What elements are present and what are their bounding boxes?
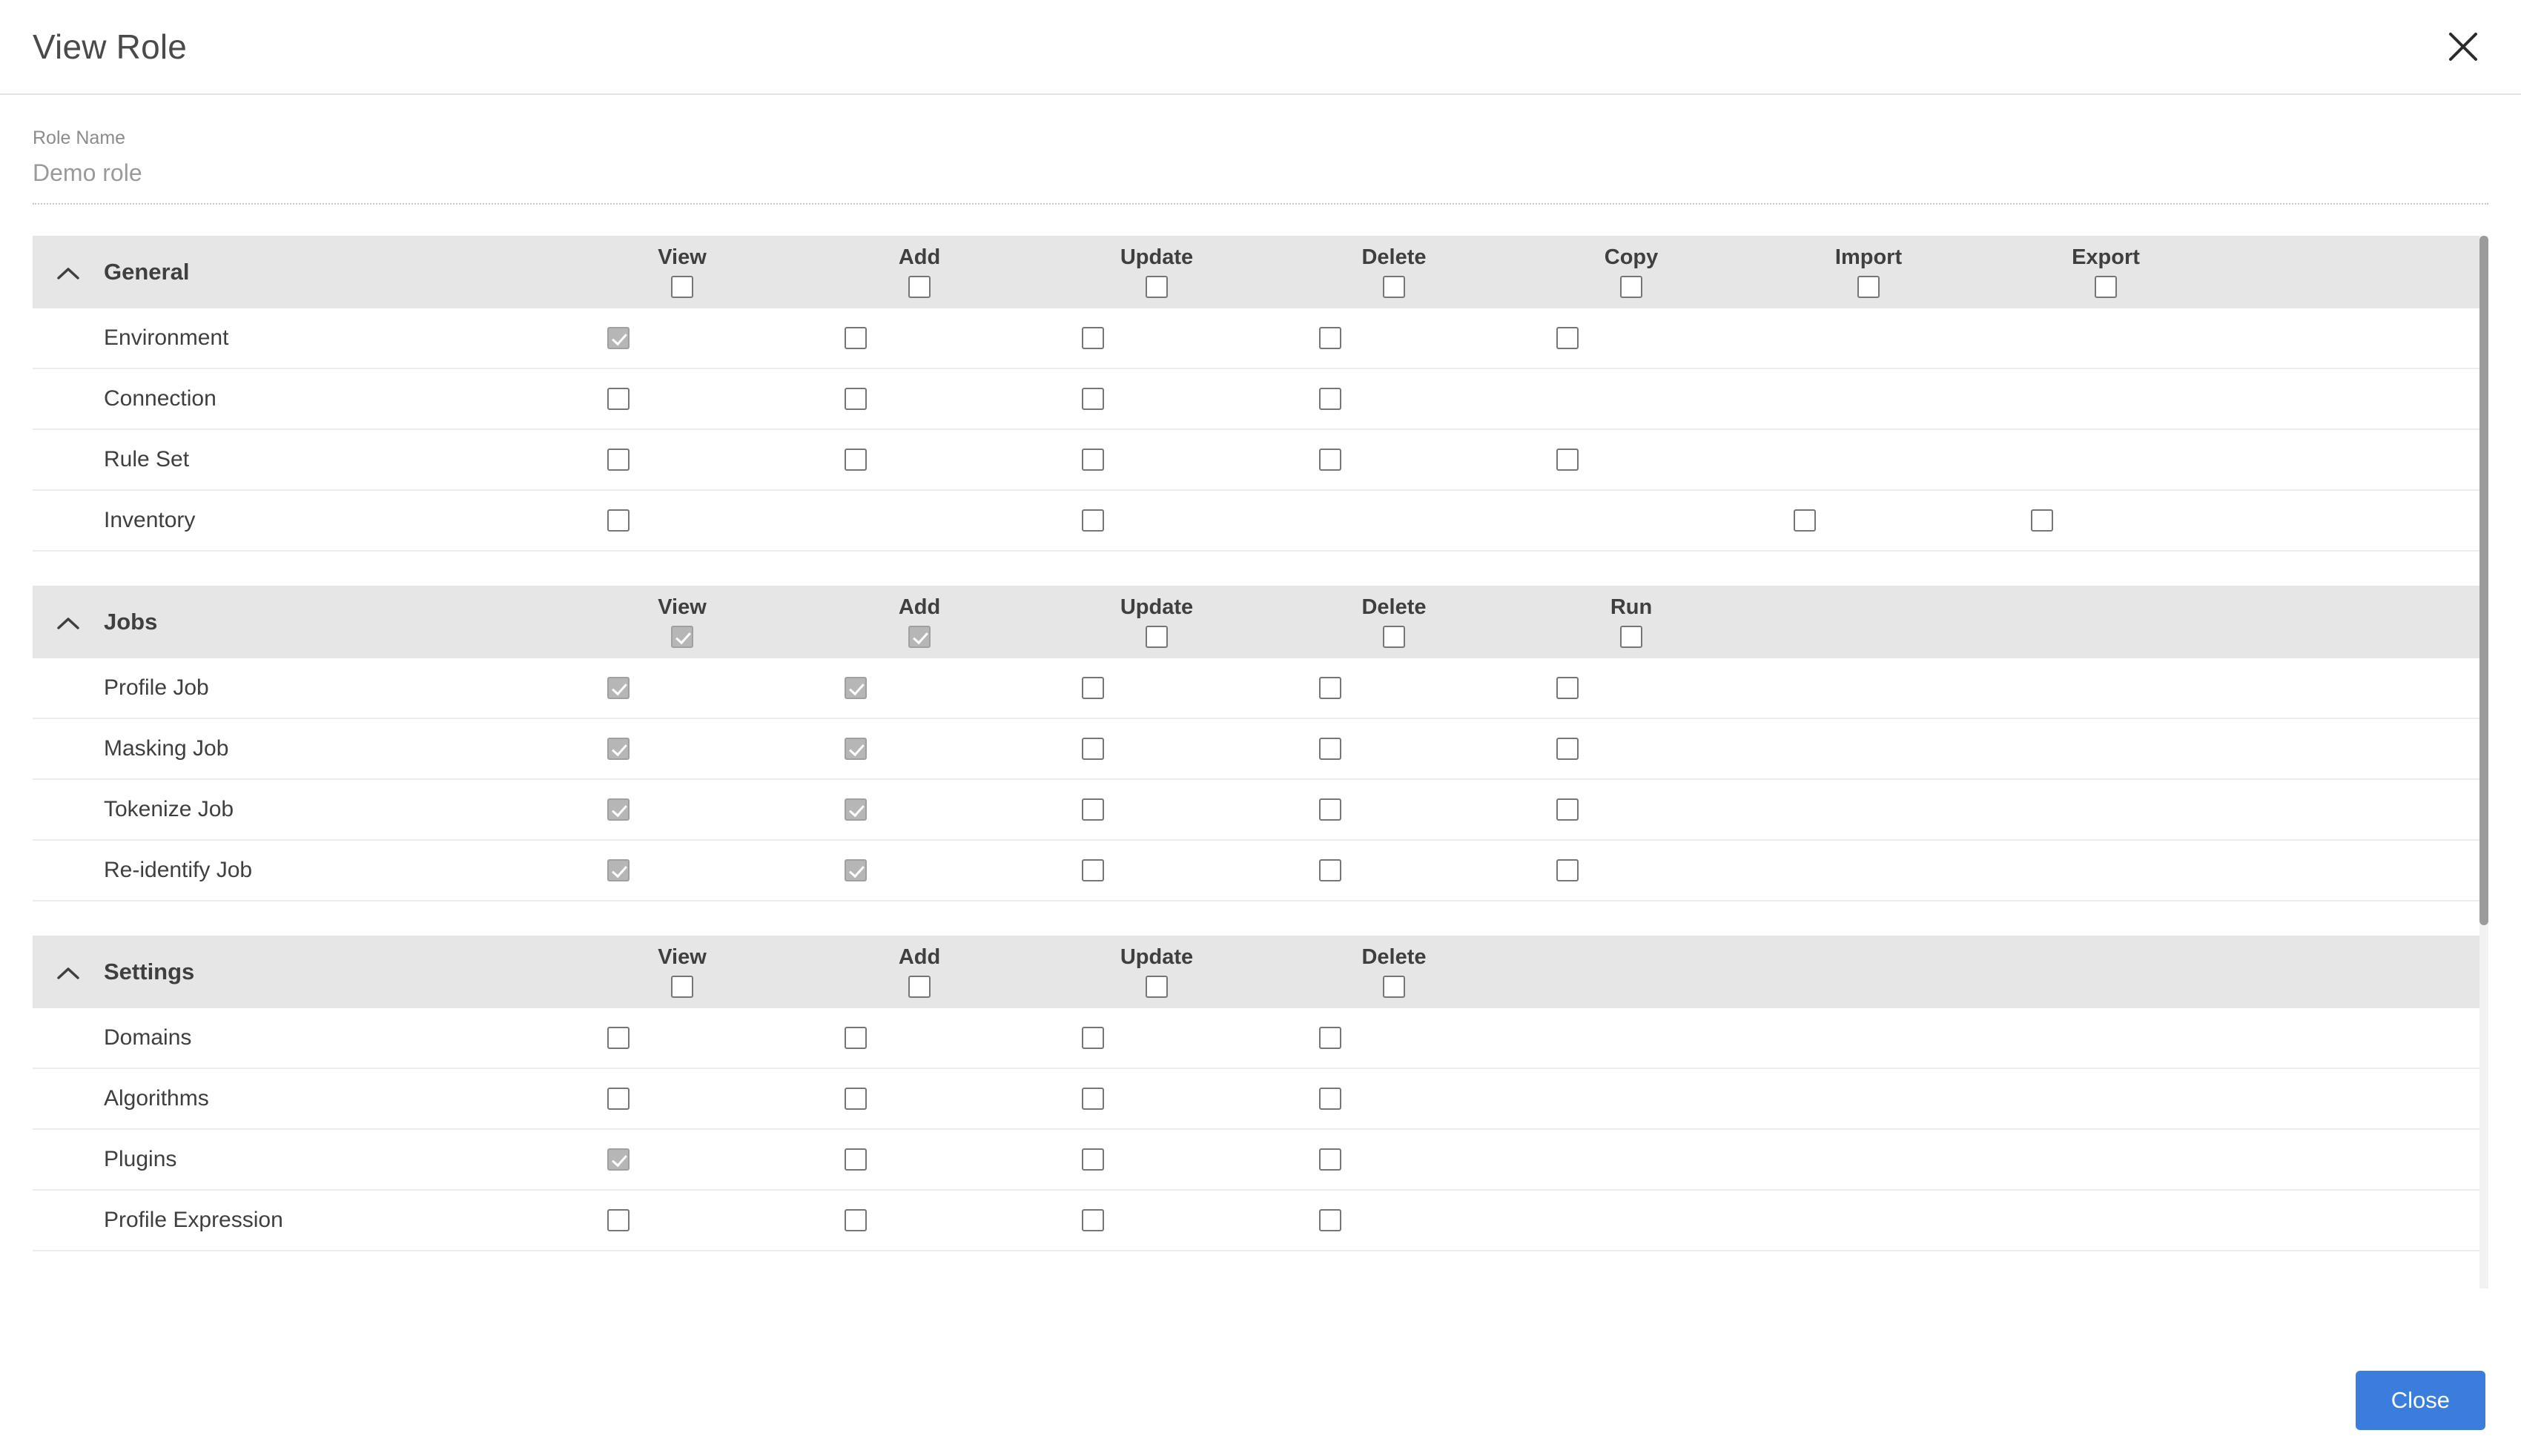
permission-cell [737,780,974,839]
scrollbar-thumb[interactable] [2479,236,2488,925]
page-title: View Role [33,27,188,66]
table-row [33,308,2488,369]
column-header-label: Delete [1361,595,1427,620]
select-all-checkbox[interactable] [671,976,693,998]
permission-checkbox[interactable] [2031,509,2053,532]
row-label: Masking Job [104,736,229,761]
table-row [33,430,2488,491]
permission-checkbox[interactable] [1082,1088,1104,1110]
permission-checkbox[interactable] [607,449,630,471]
permission-checkbox[interactable] [1556,798,1579,821]
permission-checkbox[interactable] [1319,738,1341,760]
column-header-label: View [658,945,707,970]
permission-cell [1212,369,1449,428]
select-all-checkbox[interactable] [1146,276,1168,298]
permission-checkbox[interactable] [1556,677,1579,699]
column-header-label: Delete [1361,245,1427,270]
permission-cell [974,1130,1212,1189]
permission-cell [500,1008,737,1068]
permission-checkbox[interactable] [845,327,867,349]
permission-group [33,236,2488,552]
permission-cell [974,308,1212,368]
group-title: Jobs [104,609,158,635]
select-all-checkbox[interactable] [908,276,931,298]
permission-checkbox[interactable] [1319,1209,1341,1231]
chevron-up-icon[interactable] [33,936,104,1008]
permission-cell [1923,369,2161,428]
column-header [1275,236,1513,308]
permission-cell [500,369,737,428]
column-header [1513,236,1750,308]
permission-checkbox[interactable] [1319,327,1341,349]
column-header-label: Update [1120,945,1194,970]
permission-checkbox[interactable] [1082,388,1104,410]
permission-cell [1686,308,1923,368]
column-header [1275,586,1513,658]
permission-checkbox[interactable] [845,1027,867,1049]
dialog-header [0,0,2521,95]
table-row [33,369,2488,430]
permission-checkbox[interactable] [1082,1027,1104,1049]
select-all-checkbox[interactable] [908,626,931,648]
permission-cell [1923,308,2161,368]
column-header-label: View [658,595,707,620]
permission-checkbox[interactable] [845,798,867,821]
permission-checkbox[interactable] [1082,738,1104,760]
permission-checkbox[interactable] [1082,798,1104,821]
permission-checkbox[interactable] [1319,1148,1341,1171]
permission-cell [974,780,1212,839]
permission-cell [974,1008,1212,1068]
permission-checkbox[interactable] [607,388,630,410]
permission-cell [974,719,1212,778]
permission-checkbox[interactable] [1319,1027,1341,1049]
select-all-checkbox[interactable] [1857,276,1880,298]
permission-checkbox[interactable] [1794,509,1816,532]
permission-cell [737,430,974,489]
permission-cell [1449,491,1686,550]
column-header-label: Update [1120,595,1194,620]
column-header-label: Add [898,245,941,270]
group-header[interactable] [33,236,2488,308]
permission-checkbox[interactable] [845,677,867,699]
column-header-label: Import [1834,245,1903,270]
permission-checkbox[interactable] [845,738,867,760]
row-label: Connection [104,386,217,411]
permission-cell [737,1008,974,1068]
permission-checkbox[interactable] [1082,449,1104,471]
permission-cell [1686,430,1923,489]
permission-cell [974,1069,1212,1128]
permission-checkbox[interactable] [607,509,630,532]
table-row [33,1191,2488,1251]
column-header-label: View [658,245,707,270]
permission-cell [974,1191,1212,1250]
column-header [1275,936,1513,1008]
permission-cell [1212,430,1449,489]
row-label: Environment [104,325,229,350]
role-name-label: Role Name [33,128,126,148]
permission-cell [974,658,1212,718]
permission-cell [1449,780,1686,839]
group-title: General [104,259,190,285]
select-all-checkbox[interactable] [671,626,693,648]
table-row [33,780,2488,841]
column-header [1038,586,1275,658]
permission-checkbox[interactable] [1556,859,1579,881]
permission-cell [500,719,737,778]
permission-cell [1212,780,1449,839]
row-label: Domains [104,1025,192,1050]
permission-cell [500,1191,737,1250]
group-title: Settings [104,959,195,985]
permission-checkbox[interactable] [1319,1088,1341,1110]
permission-checkbox[interactable] [607,859,630,881]
permission-checkbox[interactable] [607,327,630,349]
row-label: Algorithms [104,1086,209,1111]
column-header [801,586,1038,658]
table-row [33,1069,2488,1130]
column-header [801,936,1038,1008]
permission-checkbox[interactable] [1319,449,1341,471]
permission-cell [500,1069,737,1128]
select-all-checkbox[interactable] [1383,276,1405,298]
row-label: Profile Expression [104,1208,283,1232]
permission-checkbox[interactable] [1082,1209,1104,1231]
permission-checkbox[interactable] [607,738,630,760]
table-row [33,1008,2488,1069]
scrollbar-track[interactable] [2479,236,2488,1288]
permission-checkbox[interactable] [1082,1148,1104,1171]
permission-cell [737,369,974,428]
row-label: Inventory [104,508,196,532]
permission-checkbox[interactable] [845,1088,867,1110]
permission-checkbox[interactable] [1319,798,1341,821]
permission-cell [1923,491,2161,550]
permission-checkbox[interactable] [1556,327,1579,349]
table-row [33,841,2488,901]
row-label: Rule Set [104,447,190,471]
permission-checkbox[interactable] [1082,677,1104,699]
column-header [564,236,801,308]
select-all-checkbox[interactable] [1620,626,1642,648]
permission-cell [1923,430,2161,489]
column-header [1038,236,1275,308]
group-header[interactable] [33,586,2488,658]
permission-cell [500,430,737,489]
permission-cell [1212,308,1449,368]
permission-checkbox[interactable] [1082,327,1104,349]
permission-cell [500,1130,737,1189]
column-header-label: Delete [1361,945,1427,970]
column-header [1513,586,1750,658]
select-all-checkbox[interactable] [1383,626,1405,648]
group-spacer [33,901,2488,936]
permission-checkbox[interactable] [607,1027,630,1049]
permission-checkbox[interactable] [1319,859,1341,881]
role-name-value: Demo role [33,159,142,186]
permission-cell [1686,491,1923,550]
select-all-checkbox[interactable] [2095,276,2117,298]
permission-checkbox[interactable] [1319,677,1341,699]
select-all-checkbox[interactable] [1383,976,1405,998]
column-header [1038,936,1275,1008]
column-header-label: Copy [1604,245,1659,270]
select-all-checkbox[interactable] [908,976,931,998]
permission-cell [737,719,974,778]
chevron-up-icon[interactable] [33,236,104,308]
permission-checkbox[interactable] [1319,388,1341,410]
row-label: Re-identify Job [104,858,253,882]
permission-cell [1449,719,1686,778]
permission-cell [974,430,1212,489]
column-header [1987,236,2224,308]
dialog-footer [0,1345,2521,1456]
column-header [564,936,801,1008]
permission-cell [737,308,974,368]
permission-cell [1686,369,1923,428]
table-row [33,1130,2488,1191]
close-icon[interactable] [2439,23,2487,70]
permission-group [33,586,2488,901]
permission-cell [1212,1008,1449,1068]
permission-cell [737,1130,974,1189]
permission-checkbox[interactable] [607,1209,630,1231]
column-header-label: Add [898,945,941,970]
table-row [33,719,2488,780]
permission-cell [1449,430,1686,489]
permission-checkbox[interactable] [607,1148,630,1171]
permission-checkbox[interactable] [607,677,630,699]
row-label: Profile Job [104,675,209,700]
permission-cell [1212,491,1449,550]
select-all-checkbox[interactable] [1620,276,1642,298]
permission-cell [1212,841,1449,900]
permission-cell [500,780,737,839]
permission-checkbox[interactable] [1556,449,1579,471]
select-all-checkbox[interactable] [1146,626,1168,648]
column-header [564,586,801,658]
column-header [801,236,1038,308]
permission-checkbox[interactable] [845,859,867,881]
permission-cell [737,658,974,718]
permission-checkbox[interactable] [845,449,867,471]
permission-cell [1449,841,1686,900]
permission-cell [737,1191,974,1250]
row-label: Plugins [104,1147,177,1171]
column-header-label: Add [898,595,941,620]
permission-checkbox[interactable] [845,1148,867,1171]
permission-cell [974,841,1212,900]
permission-cell [1212,719,1449,778]
permission-cell [500,308,737,368]
column-header-label: Update [1120,245,1194,270]
permission-cell [1212,1191,1449,1250]
permission-cell [974,491,1212,550]
permission-checkbox[interactable] [1556,738,1579,760]
permission-cell [500,658,737,718]
role-name-field [33,128,2488,205]
permission-checkbox[interactable] [1082,859,1104,881]
permission-cell [974,369,1212,428]
row-label: Tokenize Job [104,797,234,821]
select-all-checkbox[interactable] [671,276,693,298]
permission-group [33,936,2488,1251]
permission-cell [500,841,737,900]
permission-cell [500,491,737,550]
permission-cell [737,491,974,550]
permission-checkbox[interactable] [607,1088,630,1110]
permissions-table [33,236,2488,1345]
permission-cell [1212,1069,1449,1128]
column-header [1750,236,1987,308]
close-button[interactable]: Close [2356,1371,2485,1430]
column-header-label: Export [2072,245,2140,270]
column-header-label: Run [1610,595,1653,620]
permission-checkbox[interactable] [845,388,867,410]
table-row [33,658,2488,719]
permission-cell [1212,1130,1449,1189]
group-spacer [33,552,2488,586]
select-all-checkbox[interactable] [1146,976,1168,998]
permission-checkbox[interactable] [845,1209,867,1231]
permission-cell [1212,658,1449,718]
permission-cell [1449,369,1686,428]
permission-checkbox[interactable] [607,798,630,821]
table-row [33,491,2488,552]
permission-checkbox[interactable] [1082,509,1104,532]
chevron-up-icon[interactable] [33,586,104,658]
permission-cell [1449,658,1686,718]
permission-cell [737,1069,974,1128]
permission-cell [1449,308,1686,368]
permission-cell [737,841,974,900]
group-header[interactable] [33,936,2488,1008]
